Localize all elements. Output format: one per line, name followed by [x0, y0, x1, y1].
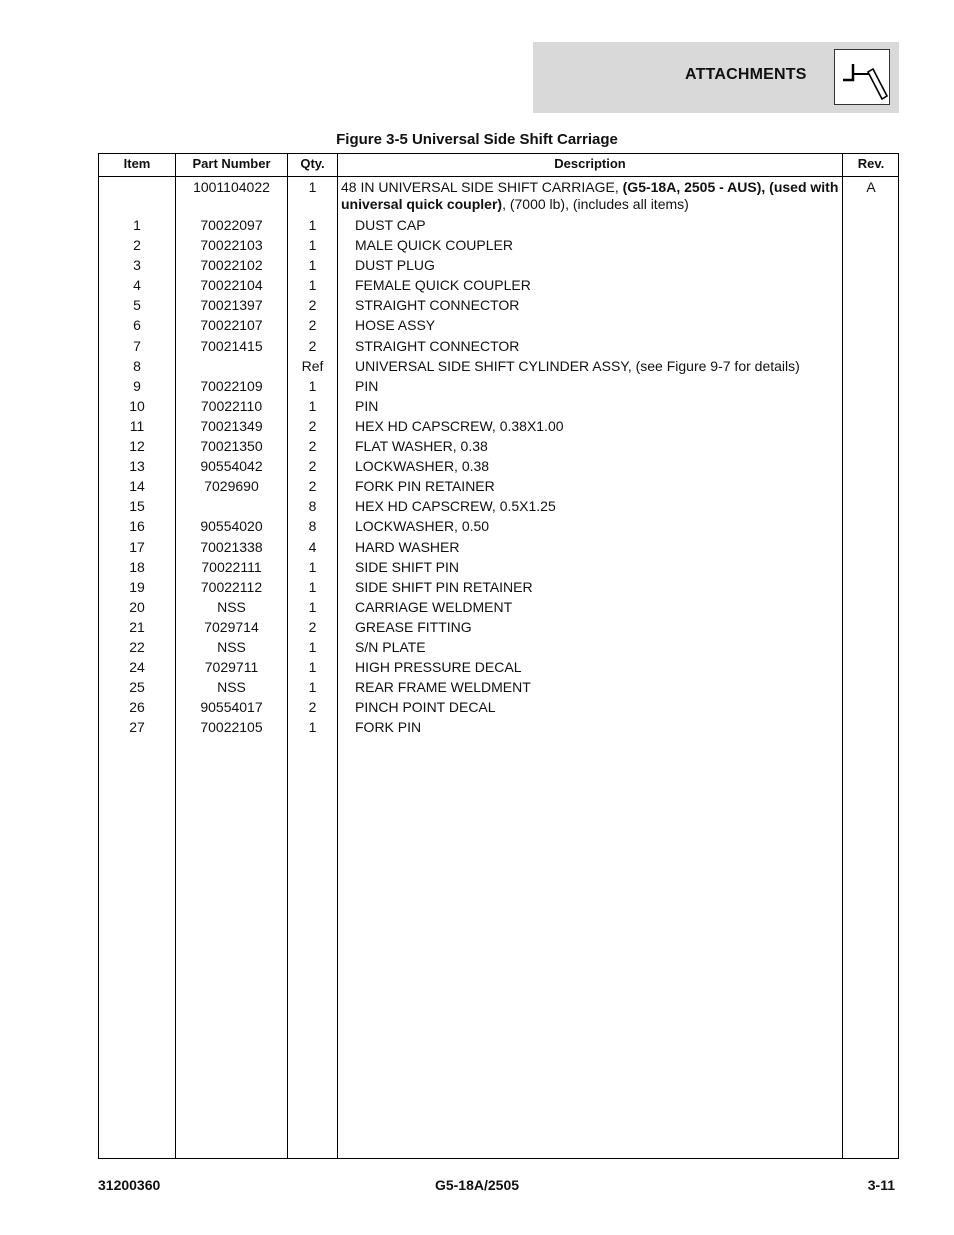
item-cell: 21	[129, 618, 145, 635]
table-body	[99, 177, 898, 737]
figure-title: Figure 3-5 Universal Side Shift Carriage	[336, 131, 618, 148]
column-header-qty: Qty.	[300, 156, 325, 171]
item-cell: 12	[129, 438, 145, 455]
table-row	[99, 315, 898, 335]
item-cell: 11	[129, 417, 145, 434]
table-row	[99, 496, 898, 516]
qty-cell: 2	[308, 458, 317, 475]
item-cell: 6	[133, 317, 141, 334]
description-model: (G5-18A, 2505 - AUS), (used with universal quick coupler)	[341, 179, 839, 212]
qty-cell: 1	[308, 257, 317, 274]
item-cell: 20	[129, 598, 145, 615]
column-header-item: Item	[123, 156, 151, 171]
table-row	[99, 255, 898, 275]
qty-cell: 1	[308, 638, 317, 655]
table-row	[99, 456, 898, 476]
table-row	[99, 356, 898, 376]
part-number-cell: 70021350	[200, 438, 263, 455]
item-cell: 18	[129, 558, 145, 575]
item-cell: 17	[129, 538, 145, 555]
section-header	[533, 42, 899, 113]
column-header-description: Description	[554, 156, 626, 171]
item-cell: 26	[129, 699, 145, 716]
item-cell: 13	[129, 458, 145, 475]
part-number-cell: 70021397	[200, 297, 263, 314]
part-number-cell: 70022107	[200, 317, 263, 334]
qty-cell: 1	[308, 558, 317, 575]
table-row	[99, 557, 898, 577]
qty-cell: 1	[308, 719, 317, 736]
part-number-cell: 90554020	[200, 518, 263, 535]
table-row	[99, 476, 898, 496]
table-row	[99, 336, 898, 356]
description-prefix: 48 IN UNIVERSAL SIDE SHIFT CARRIAGE,	[341, 179, 623, 195]
qty-cell: 2	[308, 417, 317, 434]
table-row	[99, 657, 898, 677]
description-cell: HIGH PRESSURE DECAL	[355, 659, 522, 676]
table-row	[99, 617, 898, 637]
table-row	[99, 416, 898, 436]
table-row	[99, 215, 898, 235]
description-cell: S/N PLATE	[355, 638, 426, 655]
qty-cell: 2	[308, 478, 317, 495]
qty-cell: 2	[308, 438, 317, 455]
description-cell: FEMALE QUICK COUPLER	[355, 277, 531, 294]
item-cell: 2	[133, 237, 141, 254]
part-number-cell: 90554017	[200, 699, 263, 716]
qty-cell: 1	[308, 237, 317, 254]
description-cell: SIDE SHIFT PIN	[355, 558, 459, 575]
table-row-assembly	[99, 177, 898, 215]
part-number-cell: 70022103	[200, 237, 263, 254]
part-number-cell: 7029690	[204, 478, 259, 495]
part-number-cell: 70022111	[201, 558, 262, 575]
footer-model: G5-18A/2505	[434, 1177, 520, 1193]
part-number-cell: NSS	[217, 679, 246, 696]
qty-cell: Ref	[301, 357, 324, 374]
qty-cell: 1	[308, 277, 317, 294]
item-cell: 5	[133, 297, 141, 314]
qty-cell: 1	[308, 397, 317, 414]
part-number-cell: 7029714	[204, 618, 259, 635]
qty-cell: 2	[308, 699, 317, 716]
qty-cell: 1	[308, 578, 317, 595]
table-row	[99, 577, 898, 597]
part-number-cell: 70022112	[200, 578, 263, 595]
column-header-rev: Rev.	[857, 156, 885, 171]
part-number-cell: 1001104022	[193, 179, 270, 195]
item-cell: 22	[129, 638, 145, 655]
parts-table	[98, 153, 899, 1159]
table-row	[99, 637, 898, 657]
description-cell: LOCKWASHER, 0.38	[355, 458, 490, 475]
table-row	[99, 275, 898, 295]
description-cell: DUST CAP	[355, 217, 426, 233]
item-cell: 9	[133, 377, 141, 394]
description-cell: DUST PLUG	[355, 257, 435, 274]
part-number-cell: NSS	[217, 598, 246, 615]
description-cell: LOCKWASHER, 0.50	[355, 518, 490, 535]
item-cell: 10	[129, 397, 145, 414]
rev-cell: A	[866, 179, 876, 195]
description-cell: UNIVERSAL SIDE SHIFT CYLINDER ASSY, (see Figure 9-7 for details)	[355, 357, 800, 374]
qty-cell: 1	[308, 679, 317, 696]
description-cell: GREASE FITTING	[355, 618, 472, 635]
item-cell: 16	[129, 518, 145, 535]
part-number-cell: 70022109	[200, 377, 263, 394]
table-row	[99, 717, 898, 737]
description-cell: STRAIGHT CONNECTOR	[355, 337, 520, 354]
description-cell: HEX HD CAPSCREW, 0.38X1.00	[355, 417, 564, 434]
description-suffix: , (7000 lb), (includes all items)	[502, 196, 689, 212]
attachment-icon	[834, 49, 890, 105]
part-number-cell: 70022102	[200, 257, 263, 274]
table-row	[99, 436, 898, 456]
item-cell: 14	[129, 478, 145, 495]
qty-cell: 2	[308, 618, 317, 635]
column-header-part-number: Part Number	[192, 156, 271, 171]
part-number-cell: 70021338	[200, 538, 263, 555]
table-row	[99, 516, 898, 536]
part-number-cell: 70022110	[200, 397, 263, 414]
item-cell: 24	[129, 659, 145, 676]
footer-doc-number: 31200360	[98, 1177, 161, 1193]
description-cell: PINCH POINT DECAL	[355, 699, 496, 716]
description-cell: CARRIAGE WELDMENT	[355, 598, 513, 615]
qty-cell: 1	[308, 377, 317, 394]
description-cell: HARD WASHER	[355, 538, 460, 555]
qty-cell: 4	[308, 538, 317, 555]
qty-cell: 1	[308, 659, 317, 676]
table-row	[99, 376, 898, 396]
part-number-cell: 70021415	[200, 337, 263, 354]
item-cell: 7	[133, 337, 141, 354]
item-cell: 8	[133, 357, 141, 374]
table-row	[99, 677, 898, 697]
part-number-cell: NSS	[217, 638, 246, 655]
qty-cell: 1	[308, 179, 317, 195]
description-cell: PIN	[355, 397, 379, 414]
part-number-cell: 70022104	[200, 277, 263, 294]
table-row	[99, 235, 898, 255]
item-cell: 3	[133, 257, 141, 274]
qty-cell: 1	[308, 598, 317, 615]
section-title: ATTACHMENTS	[685, 66, 807, 83]
footer-page-number: 3-11	[867, 1177, 895, 1193]
description-cell: FLAT WASHER, 0.38	[355, 438, 488, 455]
part-number-cell: 70022097	[200, 217, 263, 233]
part-number-cell: 7029711	[204, 659, 259, 676]
part-number-cell: 70022105	[200, 719, 263, 736]
table-row	[99, 597, 898, 617]
description-cell: SIDE SHIFT PIN RETAINER	[355, 578, 533, 595]
description-cell: MALE QUICK COUPLER	[355, 237, 513, 254]
qty-cell: 8	[308, 518, 317, 535]
qty-cell: 2	[308, 337, 317, 354]
item-cell: 1	[133, 217, 141, 233]
description-cell: REAR FRAME WELDMENT	[355, 679, 531, 696]
part-number-cell: 90554042	[200, 458, 263, 475]
description-cell: STRAIGHT CONNECTOR	[355, 297, 520, 314]
item-cell: 4	[133, 277, 141, 294]
description-cell: FORK PIN	[355, 719, 422, 736]
description-cell: HEX HD CAPSCREW, 0.5X1.25	[355, 498, 556, 515]
description-cell	[341, 179, 841, 213]
description-cell: FORK PIN RETAINER	[355, 478, 495, 495]
description-cell: HOSE ASSY	[355, 317, 436, 334]
item-cell: 19	[129, 578, 145, 595]
qty-cell: 1	[308, 217, 317, 233]
qty-cell: 2	[308, 297, 317, 314]
table-row	[99, 537, 898, 557]
qty-cell: 2	[308, 317, 317, 334]
item-cell: 25	[129, 679, 145, 696]
item-cell: 27	[129, 719, 145, 736]
table-row	[99, 396, 898, 416]
table-row	[99, 295, 898, 315]
item-cell: 15	[129, 498, 145, 515]
qty-cell: 8	[308, 498, 317, 515]
part-number-cell: 70021349	[200, 417, 263, 434]
table-row	[99, 697, 898, 717]
description-cell: PIN	[355, 377, 379, 394]
